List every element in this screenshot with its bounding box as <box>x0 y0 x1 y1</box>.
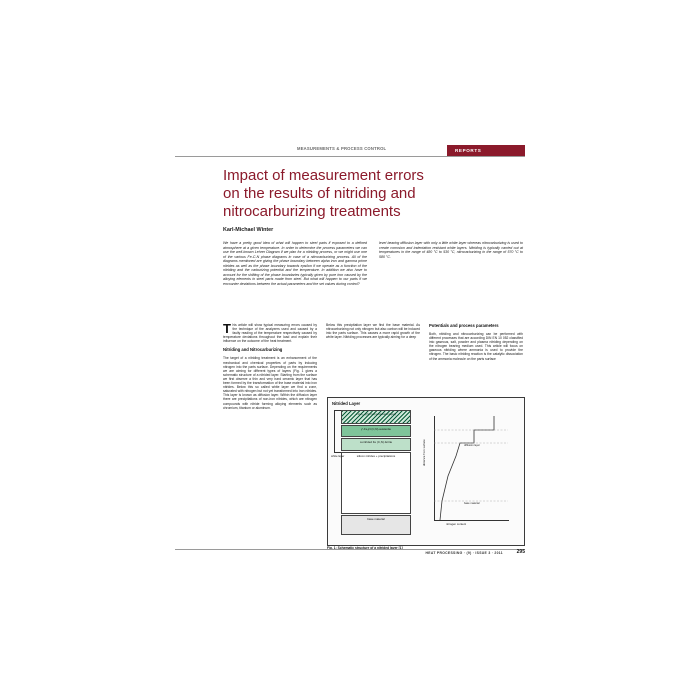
annotation-diffusion-layer: diffusion layer <box>464 444 480 447</box>
drop-cap: T <box>223 321 231 336</box>
layer-epsilon: ε-Fe₂₋₃(N,C) (compound layer) <box>341 410 411 424</box>
article-abstract <box>223 241 523 286</box>
article-author: Karl-Michael Winter <box>223 227 274 233</box>
layer-base-material: base material <box>341 515 411 535</box>
page-header <box>175 145 525 157</box>
layer-alpha-nitrided: α-nitrided Fe (C,N)-ferrite <box>341 438 411 451</box>
abstract-column-1: We have a pretty good idea of what will happen to steel parts if exposed to a defined atmosphere at a given temperature. In order to determine the process parameters we can use the well-known Lehrer Diagram if we plan for a nitriding process, or we might use one of the various Fe-C-N phase diagrams in case of a nitrocarburizing process. All of the diagrams mentioned are giving the phase boundary between alpha iron and gamma prime nitrides as well as the phase boundary towards epsilon if we operate as a function of the nitriding and the carburizing potential and the temperature. In addition we also have to account for the shifting of the phase boundaries typically given by pure iron caused by the alloying elements in steel parts made from steel. But what will happen to our parts if we encounter deviations between the actual parameters and the set values during control? <box>223 241 367 286</box>
section-heading-nitriding: Nitriding and Nitrocarburizing <box>223 347 283 353</box>
header-category: MEASUREMENTS & PROCESS CONTROL <box>297 146 387 151</box>
page-title <box>223 167 523 221</box>
plot-y-axis-label: distance from surface <box>422 439 426 466</box>
intro-paragraph <box>223 323 317 343</box>
title-line-1: Impact of measurement errors <box>223 167 424 184</box>
header-section-tag-label: REPORTS <box>455 147 482 153</box>
figure-nitrided-layer <box>327 397 525 546</box>
white-layer-brace <box>334 410 341 453</box>
footer-journal: HEAT PROCESSING · (9) · ISSUE 3 · 2011 <box>425 551 503 555</box>
layer-precipitations: silicon nitrides + precipitations <box>341 452 411 514</box>
title-line-2: on the results of nitriding and <box>223 185 416 202</box>
figure-layer-stack <box>333 410 419 538</box>
body-column-1 <box>223 323 317 414</box>
figure-box-title: Nitrided Layer <box>332 401 361 406</box>
white-layer-brace-label: white layer <box>331 454 345 458</box>
header-section-tag <box>447 145 525 156</box>
layer-gamma-prime: γ′-Fe₄N (C,N)-austenite <box>341 425 411 437</box>
title-line-3: nitrocarburizing treatments <box>223 203 401 220</box>
section-heading-potentials: Potentials and process parameters <box>429 323 499 328</box>
section-text-nitriding: The target of a nitriding treatment is an enhancement of the mechanical and chemical properties of parts by inducing nitrogen into the parts surface. Depending on the requirements we are aiming for different types of layers (Fig. 1 gives a schematic structure of a nitrided layer. Starting from the surface we first observe a thin and very hard ceramic layer that has been formed by the transformation of the base material into iron nitrides. Below this so called white layer we find a zone, saturated with nitrogen but not yet transformed into iron nitrides. This layer is known as diffusion layer. Within the diffusion layer there are precipitations of non-iron nitrides, which are nitrogen compounds with nitride forming alloying elements such as chromium, titanium or aluminum. <box>223 356 317 410</box>
column2-lead-text: Below this precipitation layer we find the base material. As nitrocarburizing not only nitrogen but also carbon will be induced into the parts surface. This causes a more rapid growth of the white layer. Nitriding processes are typically aiming for a deep <box>326 323 420 340</box>
section-text-potentials: Both, nitriding and nitrocarburizing can be performed with different processes that are according DIN EN 10 052 classified into gaseous, salt, powder and plasma nitriding depending on the nitrogen bearing medium used. This article will focus on gaseous nitriding where ammonia is used to provide the nitrogen. The basic nitriding reaction is the catalytic dissociation of the ammonia molecule on the parts surface <box>429 332 523 361</box>
article-sheet <box>175 145 525 565</box>
intro-text: his article will show typical measuring errors caused by the technique of the analyzers used and caused by a faulty reading of the temperature respectively caused by temperature deviations throughout the load and explain their influence on the outcome of the heat treatment. <box>223 323 317 344</box>
header-rule <box>175 156 525 157</box>
annotation-base-material: base material <box>464 502 480 505</box>
figure-concentration-plot <box>424 410 520 538</box>
abstract-column-2: level bearing diffusion layer with only a little white layer whereas nitrocarburizing is used to create corrosion and indentation resistant white layers. Nitriding is typically carried out at temperatures in the range of 480 °C to 530 °C, nitrocarburizing in the range of 570 °C to 580 °C. <box>379 241 523 259</box>
figure-caption: Fig. 1: Schematic structure of a nitrided layer [1] <box>327 546 403 550</box>
footer-rule <box>175 549 525 550</box>
plot-x-axis-label: nitrogen content <box>446 522 467 526</box>
footer-page-number: 295 <box>516 549 525 555</box>
